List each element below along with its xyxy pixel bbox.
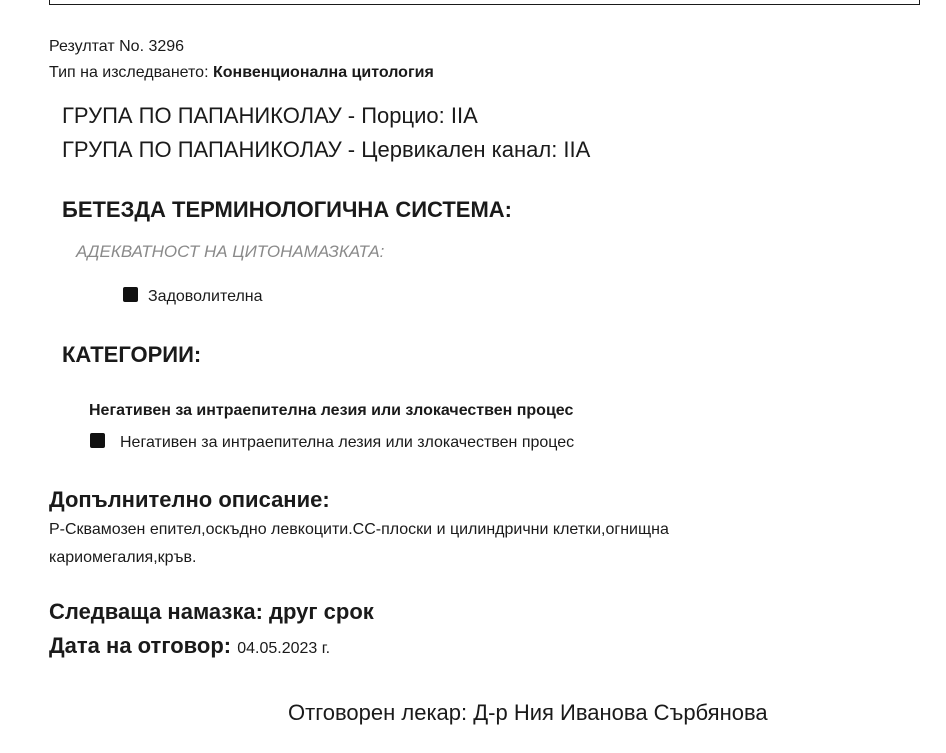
adequacy-label: АДЕКВАТНОСТ НА ЦИТОНАМАЗКАТА: bbox=[76, 242, 385, 261]
checked-square-icon bbox=[90, 433, 105, 448]
responsible-doctor: Отговорен лекар: Д-р Ния Иванова Сърбянова bbox=[288, 700, 768, 725]
additional-description-line-2: кариомегалия,кръв. bbox=[49, 549, 197, 566]
top-frame-border bbox=[49, 0, 920, 5]
checked-square-icon bbox=[123, 287, 138, 302]
result-number: Резултат No. 3296 bbox=[49, 38, 185, 55]
reply-date bbox=[49, 633, 330, 659]
exam-type-value: Конвенционална цитология bbox=[212, 64, 434, 81]
reply-date-label: Дата на отговор: bbox=[49, 633, 232, 658]
pap-group-portio: ГРУПА ПО ПАПАНИКОЛАУ - Порцио: IIA bbox=[62, 103, 478, 128]
bethesda-title: БЕТЕЗДА ТЕРМИНОЛОГИЧНА СИСТЕМА: bbox=[62, 197, 513, 222]
adequacy-value: Задоволителна bbox=[148, 288, 263, 305]
additional-description-line-1: Р-Сквамозен епител,оскъдно левкоцити.СС-плоски и цилиндрични клетки,огнищна bbox=[49, 521, 669, 538]
categories-title: КАТЕГОРИИ: bbox=[62, 342, 202, 367]
pap-group-cervical-canal: ГРУПА ПО ПАПАНИКОЛАУ - Цервикален канал: IIA bbox=[62, 137, 591, 162]
exam-type-label: Тип на изследването: bbox=[49, 64, 209, 81]
exam-type bbox=[49, 64, 434, 82]
category-item: Негативен за интраепителна лезия или злокачествен процес bbox=[120, 434, 575, 451]
reply-date-value: 04.05.2023 г. bbox=[237, 640, 331, 657]
category-heading: Негативен за интраепителна лезия или злокачествен процес bbox=[89, 402, 574, 419]
additional-description-title: Допълнително описание: bbox=[49, 487, 330, 512]
next-smear: Следваща намазка: друг срок bbox=[49, 599, 374, 624]
